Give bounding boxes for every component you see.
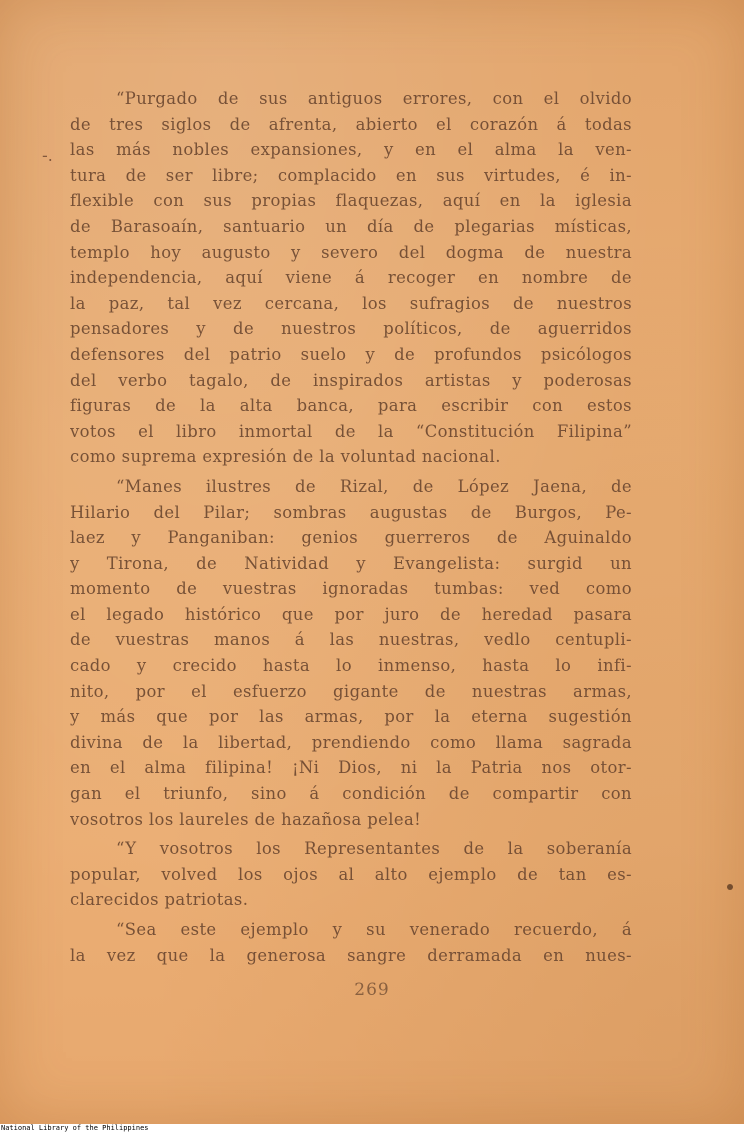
paragraph-3 — [70, 836, 632, 913]
text-line: templo hoy augusto y severo del dogma de nuestra — [70, 242, 632, 262]
text-line: vosotros los laureles de hazañosa pelea! — [70, 809, 422, 829]
text-line: pensadores y de nuestros políticos, de aguerridos — [70, 319, 632, 339]
text-line: clarecidos patriotas. — [70, 890, 249, 910]
text-line: la vez que la generosa sangre derramada en nues- — [70, 945, 632, 965]
text-line: cado y crecido hasta lo inmenso, hasta lo infi- — [70, 656, 632, 676]
text-line: “Purgado de sus antiguos errores, con el olvido — [116, 89, 632, 108]
paragraph-2 — [70, 474, 632, 832]
paragraph-1 — [70, 86, 632, 470]
text-line: popular, volved los ojos al alto ejemplo de tan es- — [70, 864, 632, 884]
text-line: votos el libro inmortal de la “Constitución Filipina” — [70, 421, 632, 441]
text-line: tura de ser libre; complacido en sus virtudes, é in- — [70, 165, 632, 185]
text-line: las más nobles expansiones, y en el alma la ven- — [70, 140, 632, 160]
text-line: laez y Panganiban: genios guerreros de Aguinaldo — [70, 528, 632, 548]
text-line: gan el triunfo, sino á condición de compartir con — [70, 784, 632, 804]
text-line: flexible con sus propias flaquezas, aquí en la iglesia — [70, 191, 632, 211]
text-line: del verbo tagalo, de inspirados artistas y poderosas — [70, 370, 632, 390]
text-line: “Manes ilustres de Rizal, de López Jaena, de — [116, 476, 632, 496]
text-line: defensores del patrio suelo y de profundos psicólogos — [70, 344, 632, 364]
text-line: figuras de la alta banca, para escribir con estos — [70, 396, 632, 416]
page-number: 269 — [354, 980, 390, 1000]
text-line: “Y vosotros los Representantes de la soberanía — [116, 839, 632, 859]
margin-mark: -. — [42, 146, 53, 165]
text-line: nito, por el esfuerzo gigante de nuestras armas, — [70, 681, 632, 701]
text-line: “Sea este ejemplo y su venerado recuerdo, á — [116, 920, 632, 939]
text-line: de vuestras manos á las nuestras, vedlo centupli- — [70, 630, 632, 650]
text-line: en el alma filipina! ¡Ni Dios, ni la Patria nos otor- — [70, 758, 632, 778]
text-line: independencia, aquí viene á recoger en nombre de — [70, 268, 632, 288]
text-line: de Barasoaín, santuario un día de plegarias místicas, — [70, 216, 632, 236]
text-line: momento de vuestras ignoradas tumbas: ved como — [70, 579, 632, 599]
text-line: la paz, tal vez cercana, los sufragios de nuestros — [70, 293, 632, 313]
text-line: Hilario del Pilar; sombras augustas de Burgos, Pe- — [70, 502, 632, 522]
library-credit: National Library of the Philippines — [1, 1124, 149, 1132]
text-line: divina de la libertad, prendiendo como llama sagrada — [70, 732, 632, 752]
text-line: y Tirona, de Natividad y Evangelista: surgid un — [70, 553, 632, 573]
ink-spot — [727, 884, 733, 890]
paragraph-4 — [70, 917, 632, 968]
text-line: y más que por las armas, por la eterna sugestión — [70, 707, 632, 727]
text-line: de tres siglos de afrenta, abierto el corazón á todas — [70, 114, 632, 134]
text-line: como suprema expresión de la voluntad nacional. — [70, 447, 501, 467]
body-text — [70, 86, 632, 968]
footer-bar — [0, 1124, 744, 1133]
text-line: el legado histórico que por juro de heredad pasara — [70, 604, 632, 624]
